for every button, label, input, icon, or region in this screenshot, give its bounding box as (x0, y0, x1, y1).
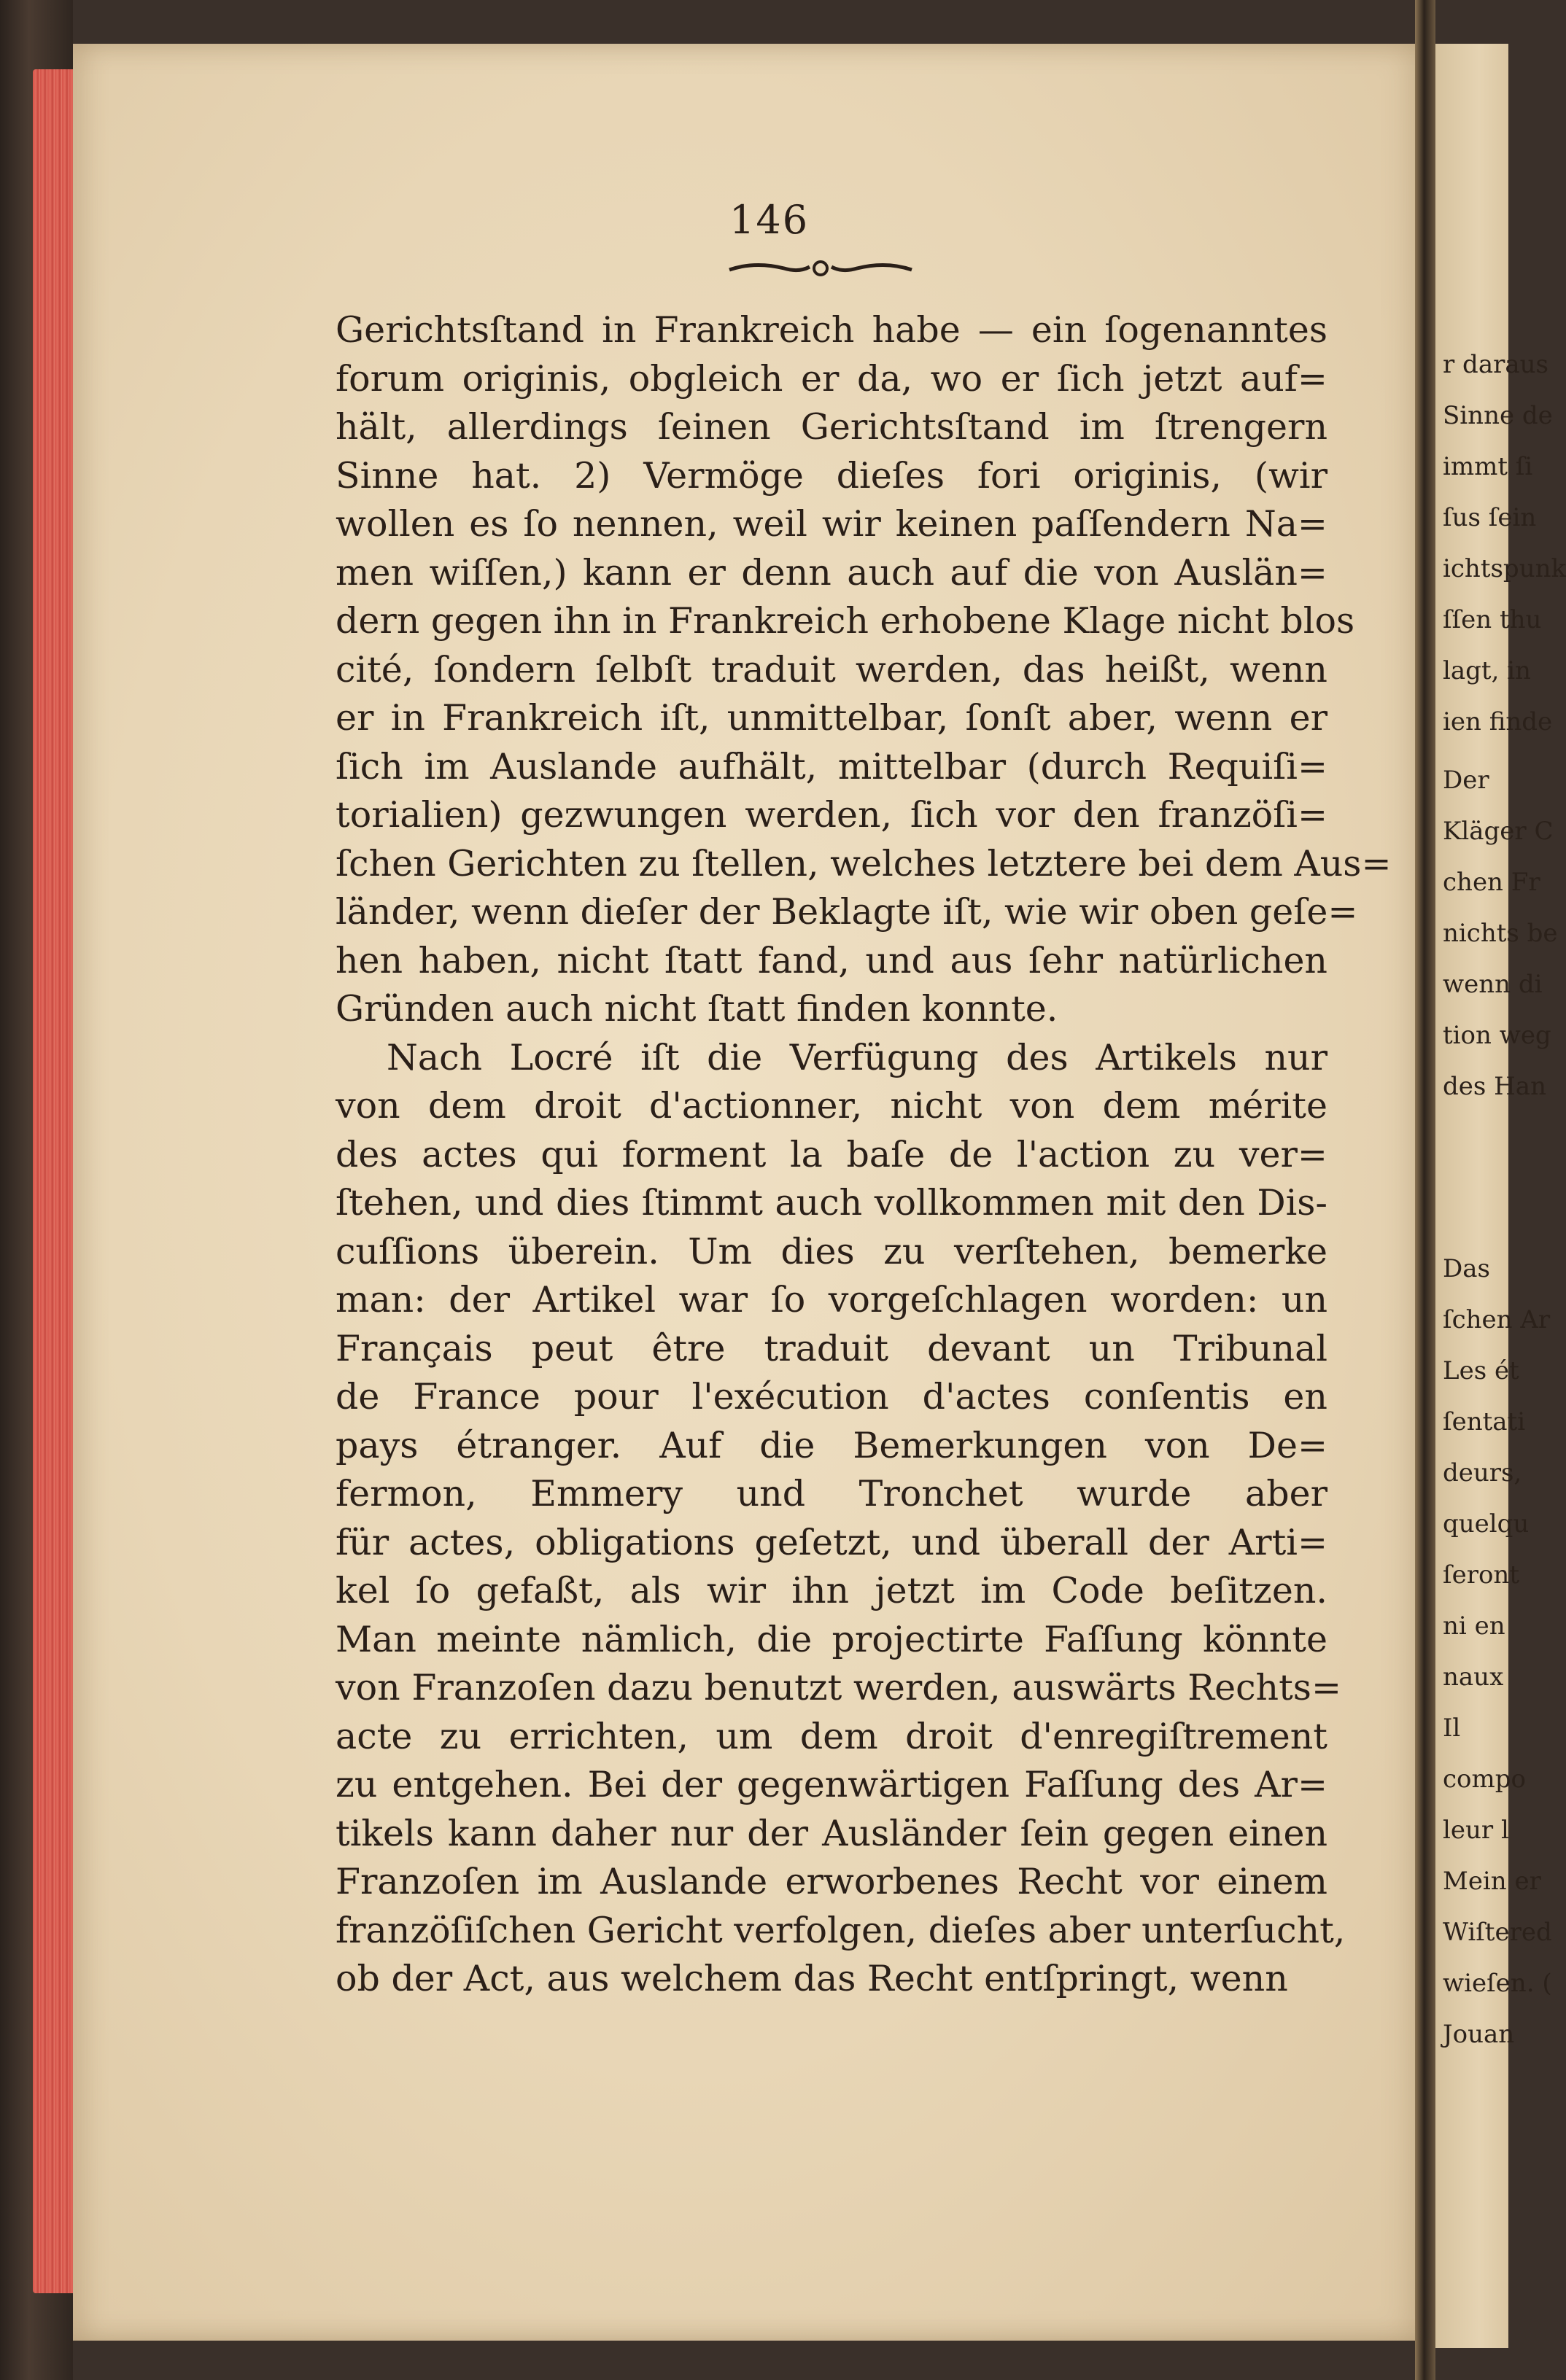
text-line: ob der Act, aus welchem das Recht entſpringt, wenn (336, 1958, 1288, 1999)
text-line: für actes, obligations geſetzt, und überall der Arti= (336, 1521, 1327, 1563)
text-line: torialien) gezwungen werden, ſich vor den franzöſi= (336, 794, 1327, 836)
page-number: 146 (729, 197, 810, 243)
next-page-text: Das (1443, 1254, 1490, 1283)
text-line: men wiſſen,) kann er denn auch auf die von Auslän= (336, 551, 1327, 594)
next-page-text: des Han (1443, 1072, 1546, 1101)
next-page-text: naux (1443, 1662, 1504, 1692)
text-line: dern gegen ihn in Frankreich erhobene Klage nicht blos (336, 600, 1355, 642)
next-page-text: ſeront (1443, 1560, 1519, 1590)
next-page-text: tion weg (1443, 1021, 1551, 1050)
text-line: Man meinte nämlich, die projectirte Faſſung könnte (336, 1618, 1327, 1660)
text-line: länder, wenn dieſer der Beklagte iſt, wie wir oben geſe= (336, 891, 1358, 933)
next-page-text: leur l (1443, 1816, 1509, 1845)
next-page-text: nichts be (1443, 919, 1558, 948)
next-page-text: ien finde (1443, 707, 1553, 736)
next-page-text: compo (1443, 1765, 1526, 1794)
book-gutter (1415, 0, 1435, 2380)
next-page-text: ichtspunk (1443, 554, 1566, 583)
text-line: zu entgehen. Bei der gegenwärtigen Faſſung des Ar= (336, 1764, 1327, 1805)
next-page-text: wieſen. ( (1443, 1969, 1552, 1998)
text-line: Gründen auch nicht ſtatt finden konnte. (336, 988, 1058, 1030)
text-line: ſich im Auslande aufhält, mittelbar (durch Requiſi= (336, 745, 1327, 788)
text-line: ſchen Gerichten zu ſtellen, welches letztere bei dem Aus= (336, 842, 1392, 884)
next-page-text: quelqu (1443, 1509, 1530, 1539)
next-page-text: Kläger C (1443, 817, 1554, 846)
next-page-text: chen Fr (1443, 868, 1540, 897)
text-line: kel ſo gefaßt, als wir ihn jetzt im Code beſitzen. (336, 1570, 1327, 1611)
text-line: hält, allerdings ſeinen Gerichtsſtand im ſtrengern (336, 406, 1327, 448)
text-line: wollen es ſo nennen, weil wir keinen paſſendern Na= (336, 503, 1327, 545)
next-page-text: Il (1443, 1714, 1461, 1743)
text-line: Nach Locré iſt die Verfügung des Artikels nur (387, 1036, 1327, 1078)
next-page-text: wenn di (1443, 970, 1543, 999)
text-line: forum originis, obgleich er da, wo er ſich jetzt auf= (336, 357, 1327, 400)
next-page-fragment (1435, 44, 1566, 2348)
text-line: ſtehen, und dies ſtimmt auch vollkommen mit den Dis- (336, 1182, 1327, 1224)
text-line: cité, ſondern ſelbſt traduit werden, das heißt, wenn (336, 648, 1327, 691)
text-line: Gerichtsſtand in Frankreich habe — ein ſogenanntes (336, 309, 1327, 351)
text-line: von dem droit d'actionner, nicht von dem mérite (336, 1085, 1327, 1127)
next-page-text: ſus ſein (1443, 503, 1537, 532)
next-page-text: ſchen Ar (1443, 1305, 1551, 1334)
next-page-text: Les ét (1443, 1356, 1519, 1385)
page-edges-red (33, 69, 77, 2293)
next-page-text: Wiſtered (1443, 1918, 1552, 1947)
text-line: pays étranger. Auf die Bemerkungen von De= (336, 1424, 1327, 1466)
text-line: man: der Artikel war ſo vorgeſchlagen worden: un (336, 1279, 1327, 1321)
text-line: Sinne hat. 2) Vermöge dieſes fori originis, (wir (336, 454, 1327, 497)
next-page-text: deurs, (1443, 1458, 1522, 1488)
text-line: von Franzoſen dazu benutzt werden, auswärts Rechts= (336, 1667, 1342, 1708)
text-line: franzöſiſchen Gericht verfolgen, dieſes aber unterſucht, (336, 1909, 1346, 1951)
text-line: de France pour l'exécution d'actes conſentis en (336, 1376, 1327, 1418)
next-page-text: ſſen thu (1443, 605, 1542, 634)
text-line: acte zu errichten, um dem droit d'enregiſtrement (336, 1715, 1327, 1757)
text-line: hen haben, nicht ſtatt fand, und aus ſehr natürlichen (336, 939, 1327, 981)
text-line: er in Frankreich iſt, unmittelbar, ſonſt aber, wenn er (336, 697, 1327, 739)
text-line: Français peut être traduit devant un Tribunal (336, 1327, 1327, 1369)
next-page-text: Sinne de (1443, 401, 1553, 430)
text-line: cuſſions überein. Um dies zu verſtehen, bemerke (336, 1230, 1327, 1272)
text-line: des actes qui forment la baſe de l'action zu ver= (336, 1133, 1327, 1175)
next-page-text: lagt, in (1443, 656, 1531, 685)
next-page-text: ſentati (1443, 1407, 1526, 1436)
text-line: Franzoſen im Auslande erworbenes Recht vor einem (336, 1861, 1327, 1902)
next-page-text: Der (1443, 766, 1489, 795)
next-page-text: ni en (1443, 1611, 1505, 1641)
text-line: fermon, Emmery und Tronchet wurde aber (336, 1473, 1327, 1514)
text-line: tikels kann daher nur der Ausländer ſein gegen einen (336, 1812, 1327, 1854)
next-page-text: Mein er (1443, 1867, 1541, 1896)
next-page-text: r daraus (1443, 350, 1548, 379)
next-page-text: immt ſi (1443, 452, 1533, 481)
ornament-divider (726, 254, 915, 283)
next-page-text: Jouan (1443, 2020, 1515, 2049)
body-text (336, 306, 1392, 2004)
